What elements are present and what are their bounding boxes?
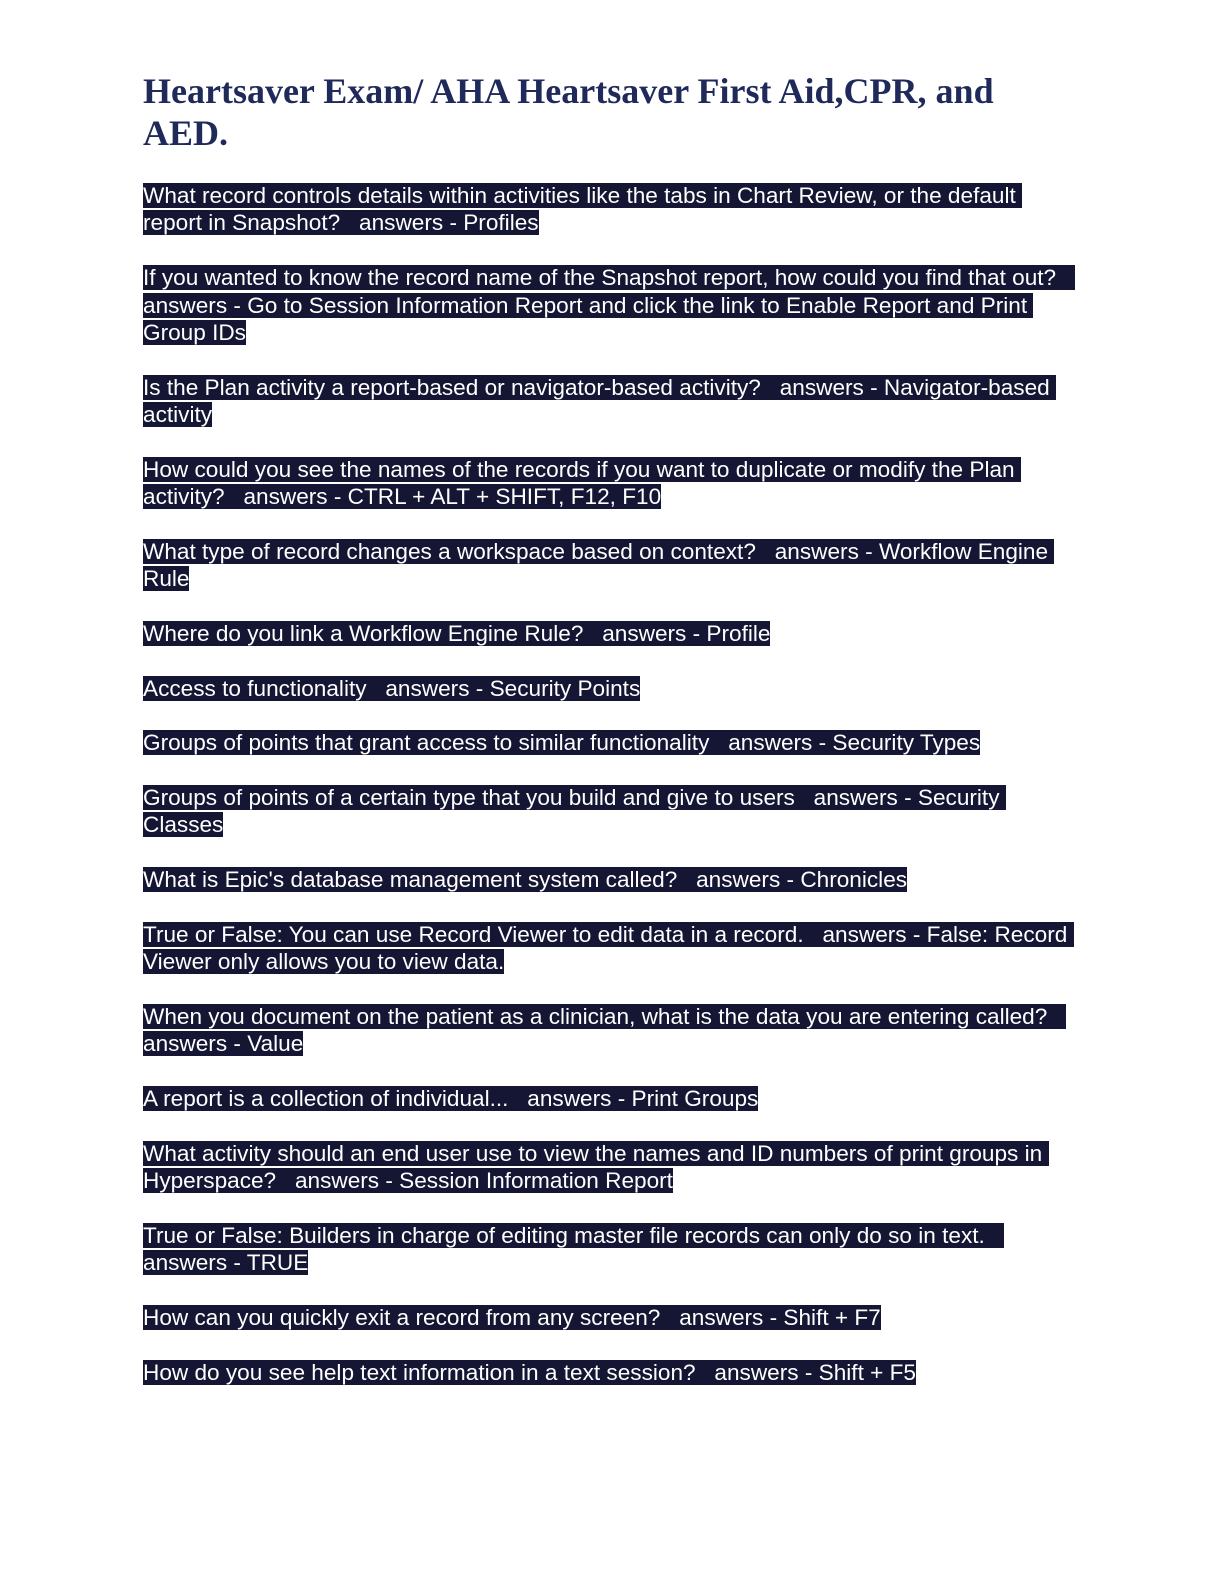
qa-item — [143, 1085, 1073, 1112]
document-page — [143, 70, 1073, 1413]
qa-list — [143, 182, 1073, 1386]
qa-text: What is Epic's database management system called? answers - Chronicles — [143, 867, 908, 893]
qa-text: Is the Plan activity a report-based or navigator-based activity? answers - Navigator-based activity — [143, 374, 1056, 428]
qa-item — [143, 1003, 1073, 1058]
qa-text: Where do you link a Workflow Engine Rule? answers - Profile — [143, 620, 771, 646]
qa-text: What type of record changes a workspace based on context? answers - Workflow Engine Rule — [143, 538, 1055, 592]
qa-item — [143, 1304, 1073, 1331]
qa-item — [143, 182, 1073, 237]
qa-item — [143, 784, 1073, 839]
qa-item — [143, 456, 1073, 511]
qa-text: What record controls details within activities like the tabs in Chart Review, or the default report in Snapshot? answers - Profiles — [143, 183, 1023, 236]
qa-item — [143, 374, 1073, 429]
qa-item — [143, 1359, 1073, 1386]
qa-text: If you wanted to know the record name of the Snapshot report, how could you find that out? answers - Go to Session Information Report and click the link to Enable Report and Print Group IDs — [143, 265, 1075, 345]
qa-item — [143, 264, 1073, 346]
qa-text: How could you see the names of the records if you want to duplicate or modify the Plan activity? answers - CTRL + ALT + SHIFT, F12, F10 — [143, 456, 1021, 510]
qa-item — [143, 866, 1073, 893]
qa-item — [143, 921, 1073, 976]
qa-item — [143, 620, 1073, 647]
qa-text: When you document on the patient as a clinician, what is the data you are entering called? answers - Value — [143, 1003, 1067, 1057]
qa-text: A report is a collection of individual... answers - Print Groups — [143, 1086, 759, 1112]
document-title: Heartsaver Exam/ AHA Heartsaver First Aid,CPR, and AED. — [143, 71, 994, 153]
qa-item — [143, 538, 1073, 593]
qa-text: True or False: You can use Record Viewer to edit data in a record. answers - False: Record Viewer only allows you to view data. — [143, 921, 1074, 975]
qa-text: Access to functionality answers - Security Points — [143, 675, 641, 701]
qa-text: What activity should an end user use to view the names and ID numbers of print groups in Hyperspace? answers - Session Information Report — [143, 1140, 1049, 1194]
qa-text: True or False: Builders in charge of editing master file records can only do so in text. answers - TRUE — [143, 1222, 1004, 1276]
qa-text: How can you quickly exit a record from any screen? answers - Shift + F7 — [143, 1305, 881, 1331]
qa-text: How do you see help text information in a text session? answers - Shift + F5 — [143, 1359, 916, 1385]
qa-item — [143, 1140, 1073, 1195]
qa-item — [143, 1222, 1073, 1277]
qa-text: Groups of points that grant access to similar functionality answers - Security Types — [143, 730, 981, 756]
qa-item — [143, 675, 1073, 702]
qa-item — [143, 729, 1073, 756]
qa-text: Groups of points of a certain type that you build and give to users answers - Security Classes — [143, 785, 1006, 838]
